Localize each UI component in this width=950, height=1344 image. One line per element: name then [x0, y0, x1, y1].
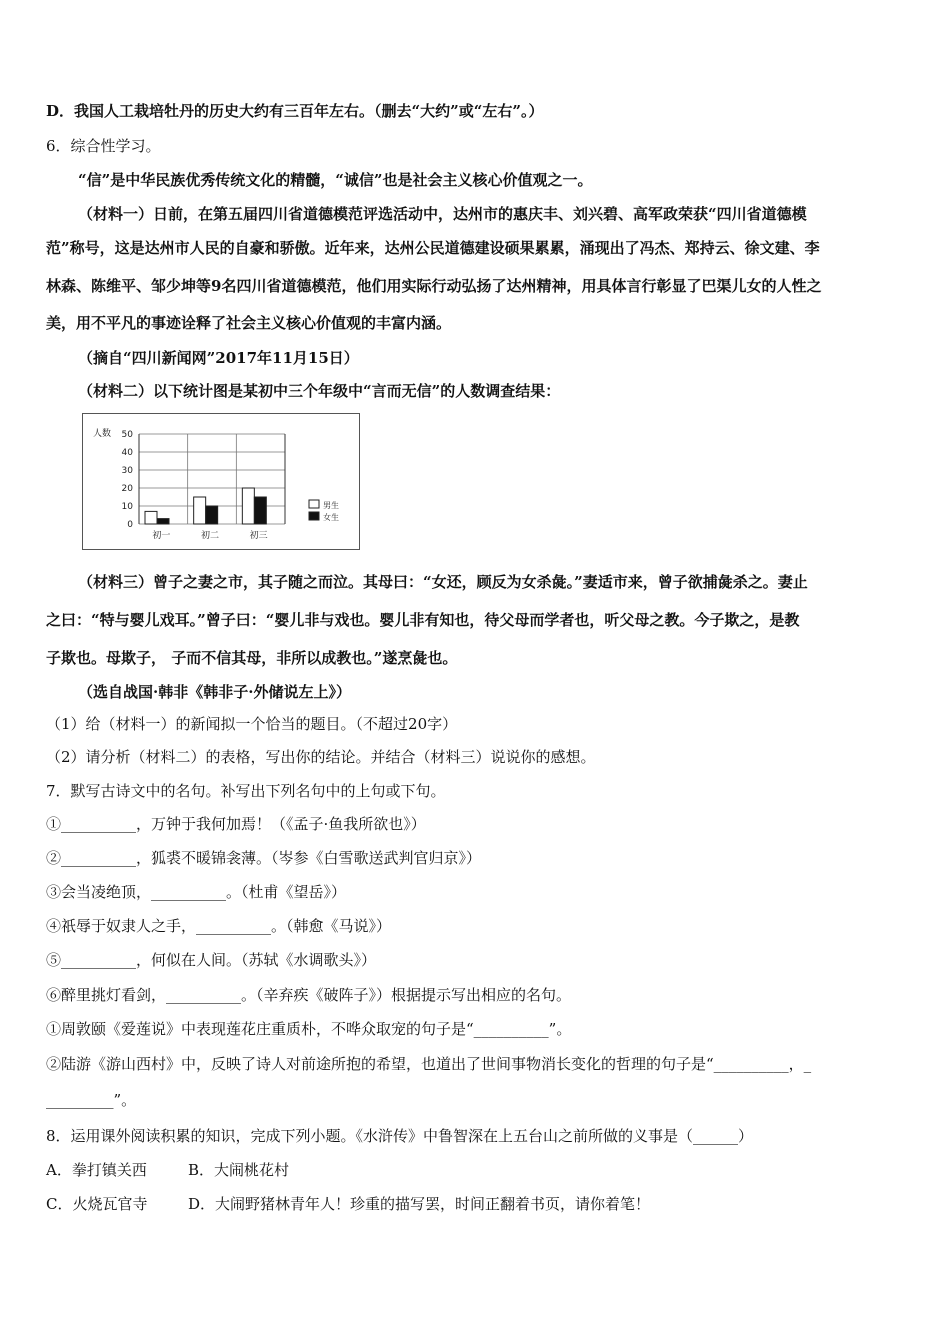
question-6-2: （2）请分析（材料二）的表格，写出你的结论。并结合（材料三）说说你的感想。: [46, 748, 596, 766]
x-tick-label: 初一: [152, 531, 171, 541]
bar-female: [254, 497, 266, 524]
question-6-1: （1）给（材料一）的新闻拟一个恰当的题目。（不超过20字）: [46, 715, 458, 733]
bar-male: [145, 511, 157, 524]
option-d: D．大闹野猪林青年人！珍重的描写罢，时间正翻着书页，请你着笔！: [188, 1195, 651, 1213]
material-1-source: （摘自“四川新闻网”2017年11月15日）: [78, 349, 359, 367]
poem-item-6: ⑥醉里挑灯看剑，__________。（辛弃疾《破阵子》）根据提示写出相应的名句。: [46, 986, 572, 1004]
material-1-line-4: 美，用不平凡的事迹诠释了社会主义核心价值观的丰富内涵。: [46, 314, 452, 332]
hint-item-2: ②陆游《游山西村》中，反映了诗人对前途所抱的希望，也道出了世间事物消长变化的哲理的句子是“__________，_: [46, 1055, 812, 1073]
question-8-title: 8．运用课外阅读积累的知识，完成下列小题。《水浒传》中鲁智深在上五台山之前所做的义事是（______）: [46, 1127, 754, 1145]
y-tick-label: 50: [121, 430, 133, 440]
poem-item-4: ④祇辱于奴隶人之手，__________。（韩愈《马说》）: [46, 917, 392, 935]
y-axis-label: 人数: [93, 429, 112, 439]
bar-male: [242, 488, 254, 524]
bar-female: [157, 519, 169, 524]
question-6-title: 6．综合性学习。: [46, 137, 161, 155]
x-tick-label: 初三: [249, 531, 268, 541]
question-7-title: 7．默写古诗文中的名句。补写出下列名句中的上句或下句。: [46, 782, 446, 800]
x-tick-label: 初二: [200, 531, 220, 541]
option-d-line: D．我国人工栽培牡丹的历史大约有三百年左右。（删去“大约”或“左右”。）: [46, 102, 544, 120]
legend-label: 男生: [323, 501, 339, 510]
hint-item-2-cont: _________”。: [46, 1091, 137, 1109]
material-1-line-1: （材料一）日前，在第五届四川省道德模范评选活动中，达州市的惠庆丰、刘兴碧、高军政荣获“四川省道德模: [78, 205, 807, 223]
option-a: A．拳打镇关西: [46, 1161, 147, 1179]
option-b: B．大闹桃花村: [188, 1161, 290, 1179]
poem-item-2: ②__________，狐裘不暖锦衾薄。（岑参《白雪歌送武判官归京》）: [46, 849, 482, 867]
bar-male: [194, 497, 206, 524]
material-3-source: （选自战国·韩非《韩非子·外储说左上》）: [78, 683, 351, 701]
poem-item-3: ③会当凌绝顶，__________。（杜甫《望岳》）: [46, 883, 347, 901]
y-tick-label: 10: [121, 502, 133, 512]
intro-paragraph: “信”是中华民族优秀传统文化的精髓，“诚信”也是社会主义核心价值观之一。: [78, 171, 593, 189]
legend-swatch: [309, 512, 319, 520]
poem-item-5: ⑤__________，何似在人间。（苏轼《水调歌头》）: [46, 951, 377, 969]
material-2-intro: （材料二）以下统计图是某初中三个年级中“言而无信”的人数调查结果：: [78, 382, 561, 400]
survey-bar-chart: [82, 413, 360, 550]
hint-item-1: ①周敦颐《爱莲说》中表现莲花庄重质朴，不哗众取宠的句子是“__________”。: [46, 1020, 572, 1038]
material-1-line-3: 林森、陈维平、邹少坤等9名四川省道德模范，他们用实际行动弘扬了达州精神，用具体言行彰显了巴渠儿女的人性之: [46, 277, 822, 295]
y-tick-label: 30: [121, 466, 133, 476]
chart-svg: [83, 414, 359, 549]
material-3-line-1: （材料三）曾子之妻之市，其子随之而泣。其母曰：“女还，顾反为女杀彘。”妻适市来，曾子欲捕彘杀之。妻止: [78, 573, 808, 591]
material-1-line-2: 范”称号，这是达州市人民的自豪和骄傲。近年来，达州公民道德建设硕果累累，涌现出了冯杰、郑持云、徐文建、李: [46, 239, 820, 257]
material-3-line-3: 子欺也。母欺子， 子而不信其母，非所以成教也。”遂烹彘也。: [46, 649, 458, 667]
y-tick-label: 20: [121, 484, 133, 494]
legend-swatch: [309, 500, 319, 508]
material-3-line-2: 之曰：“特与婴儿戏耳。”曾子曰：“婴儿非与戏也。婴儿非有知也，待父母而学者也，听父母之教。今子欺之，是教: [46, 611, 800, 629]
poem-item-1: ①__________，万钟于我何加焉！（《孟子·鱼我所欲也》）: [46, 815, 426, 833]
legend-label: 女生: [323, 513, 339, 522]
y-tick-label: 0: [127, 520, 133, 530]
option-c: C．火烧瓦官寺: [46, 1195, 148, 1213]
bar-female: [206, 506, 218, 524]
y-tick-label: 40: [121, 448, 133, 458]
